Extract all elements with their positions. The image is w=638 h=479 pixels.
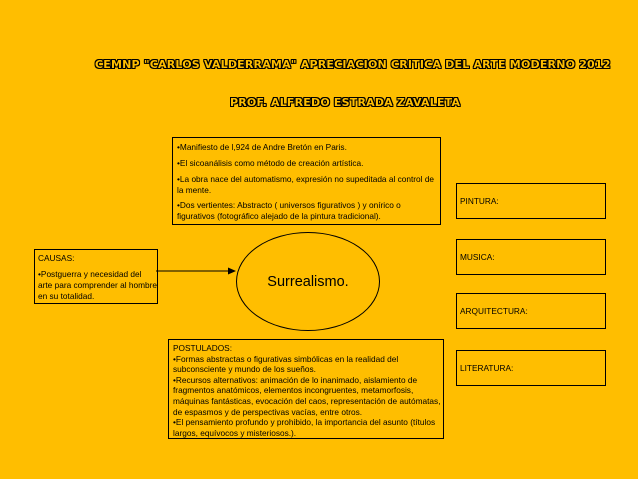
page-title: CEMNP "CARLOS VALDERRAMA" APRECIACION CRITICA DEL ARTE MODERNO 2012 (95, 58, 611, 71)
causas-heading: CAUSAS: (38, 253, 75, 263)
pintura-box (456, 183, 606, 219)
postulado-item: • Formas abstractas o figurativas simbólicas en la realidad del subconsciente y mundo de los sueños. (173, 354, 441, 375)
causas-text: • Postguerra y necesidad del arte para comprender al hombre en su totalidad. (38, 269, 157, 302)
postulados-heading: POSTULADOS: (173, 343, 233, 353)
arquitectura-box (456, 293, 606, 329)
literatura-box (456, 350, 606, 386)
characteristic-item: • El sicoanálisis como método de creación artística. (177, 158, 437, 169)
literatura-label: LITERATURA: (460, 363, 514, 373)
arquitectura-label: ARQUITECTURA: (460, 306, 528, 316)
characteristic-item: • Manifiesto de l,924 de Andre Bretón en Paris. (177, 142, 437, 153)
characteristic-item: • La obra nace del automatismo, expresión no supeditada al control de la mente. (177, 174, 437, 196)
characteristics-box (172, 137, 441, 225)
musica-box (456, 239, 606, 275)
arrow-icon (156, 266, 236, 276)
page-subtitle: PROF. ALFREDO ESTRADA ZAVALETA (230, 96, 461, 109)
musica-label: MUSICA: (460, 252, 495, 262)
postulado-item: • Recursos alternativos: animación de lo inanimado, aislamiento de fragmentos anatómicos, elementos incongruentes, metamorfosis, máquinas fantásticas, evocación del caos, representación de autómatas, de espasmos y de perspectivas vacías, entre otros. (173, 375, 441, 417)
causas-box (34, 249, 158, 304)
characteristic-item: • Dos vertientes: Abstracto ( universos figurativos ) y onírico o figurativos (fotográfico alejado de la pintura tradicional). (177, 200, 437, 222)
central-label: Surrealismo. (267, 274, 349, 290)
postulados-box (168, 339, 444, 439)
pintura-label: PINTURA: (460, 196, 499, 206)
postulado-item: • El pensamiento profundo y prohibido, la importancia del asunto (títulos largos, equívocos y misteriosos.). (173, 417, 441, 438)
